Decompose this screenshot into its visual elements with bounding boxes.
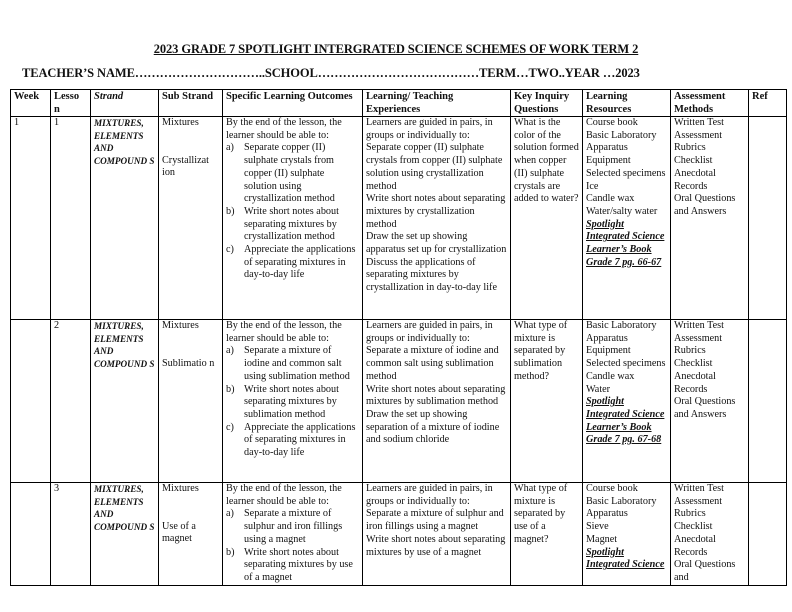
header-outcomes: Specific Learning Outcomes xyxy=(223,90,363,117)
outcome-text: Appreciate the applications of separating mixtures in day-to-day life xyxy=(244,421,356,459)
outcome-text: Separate copper (II) sulphate crystals from copper (II) sulphate solution using crystallization method xyxy=(244,142,335,205)
outcome-text: Write short notes about separating mixtures by use of a magnet xyxy=(244,546,353,583)
resources-cell xyxy=(583,320,671,483)
schemes-of-work-table xyxy=(10,89,787,586)
lesson-cell: 2 xyxy=(51,320,91,483)
ref-cell xyxy=(749,483,787,586)
outcomes-cell xyxy=(223,117,363,320)
outcome-marker: a) xyxy=(226,508,234,520)
header-lesson: Lesso n xyxy=(51,90,91,117)
key-question-cell: What type of mixture is separated by use of a magnet? xyxy=(511,483,583,586)
outcome-item xyxy=(226,422,359,460)
sub-strand-gap xyxy=(162,130,219,155)
sub-strand-topic: Crystallizat ion xyxy=(162,154,209,179)
outcomes-list xyxy=(226,142,359,282)
experience-item: Draw the set up showing separation of a mixture of iodine and sodium chloride xyxy=(366,408,500,446)
experience-item: Separate a mixture of sulphur and iron fillings using a magnet xyxy=(366,508,504,533)
strand-cell: MIXTURES, ELEMENTS AND COMPOUND S xyxy=(91,320,159,483)
outcome-text: Write short notes about separating mixtures by crystallization method xyxy=(244,205,339,243)
outcome-text: Write short notes about separating mixtures by sublimation method xyxy=(244,383,339,420)
resource-item: Basic Laboratory Apparatus xyxy=(586,129,657,154)
header-assessment: Assessment Methods xyxy=(671,90,749,117)
outcome-item xyxy=(226,345,359,383)
assessment-item: Oral Questions and Answers xyxy=(674,193,736,217)
table-header-row xyxy=(11,90,787,117)
document-title: 2023 GRADE 7 SPOTLIGHT INTERGRATED SCIENCE SCHEMES OF WORK TERM 2 xyxy=(153,42,639,56)
assessment-item: Oral Questions and Answers xyxy=(674,396,736,420)
resource-item: Ice xyxy=(586,180,599,192)
outcome-item xyxy=(226,547,359,585)
outcome-item xyxy=(226,206,359,244)
resource-item: Water xyxy=(586,383,611,395)
sub-strand-cell xyxy=(159,117,223,320)
assessment-item: Checklist xyxy=(674,358,713,370)
outcome-item xyxy=(226,142,359,206)
key-question-cell: What is the color of the solution formed when copper (II) sulphate crystals are added to water? xyxy=(511,117,583,320)
assessment-item: Written Test xyxy=(674,483,724,494)
assessment-cell xyxy=(671,483,749,586)
week-cell xyxy=(11,320,51,483)
resource-item: Basic Laboratory Apparatus xyxy=(586,495,657,520)
assessment-cell xyxy=(671,320,749,483)
outcome-item xyxy=(226,244,359,282)
lesson-cell: 3 xyxy=(51,483,91,586)
experiences-cell xyxy=(363,320,511,483)
ref-cell xyxy=(749,320,787,483)
outcomes-list xyxy=(226,508,359,584)
resource-item: Selected specimens xyxy=(586,167,666,179)
resource-item: Magnet xyxy=(586,533,618,545)
outcome-marker: a) xyxy=(226,142,234,154)
outcome-marker: b) xyxy=(226,546,235,558)
outcomes-cell xyxy=(223,483,363,586)
experience-item: Separate a mixture of iodine and common salt using sublimation method xyxy=(366,345,499,382)
experience-item: Write short notes about separating mixtures by use of a magnet xyxy=(366,533,506,558)
table-row xyxy=(11,483,787,586)
outcomes-intro: By the end of the lesson, the learner should be able to: xyxy=(226,117,342,141)
outcome-text: Appreciate the applications of separating mixtures in day-to-day life xyxy=(244,244,356,281)
resource-item: Course book xyxy=(586,483,638,494)
header-sub-strand: Sub Strand xyxy=(159,90,223,117)
table-row xyxy=(11,117,787,320)
experience-item: Learners are guided in pairs, in groups or individually to: xyxy=(366,320,493,344)
outcome-item xyxy=(226,384,359,422)
sub-strand-cell xyxy=(159,483,223,586)
header-questions: Key Inquiry Questions xyxy=(511,90,583,117)
resource-book-reference: Spotlight Integrated Science Learner’s Book Grade 7 pg. 67-68 xyxy=(586,396,665,446)
resource-item: Course book xyxy=(586,117,638,128)
sub-strand-main: Mixtures xyxy=(162,117,199,128)
resource-item: Sieve xyxy=(586,521,609,533)
teacher-info-line: TEACHER’S NAME…………………………..SCHOOL…………………………………TERM…TWO..YEAR …2023 xyxy=(22,66,640,80)
outcome-marker: b) xyxy=(226,205,235,217)
resources-cell xyxy=(583,483,671,586)
sub-strand-cell xyxy=(159,320,223,483)
strand-cell: MIXTURES, ELEMENTS AND COMPOUND S xyxy=(91,117,159,320)
experience-item: Learners are guided in pairs, in groups or individually to: xyxy=(366,483,493,507)
experience-item: Separate copper (II) sulphate crystals from copper (II) sulphate solution using crystallization method xyxy=(366,142,503,192)
experience-item: Discuss the applications of separating mixtures by crystallization in day-to-day life xyxy=(366,256,497,294)
assessment-item: Written Test xyxy=(674,320,724,331)
key-question-cell: What type of mixture is separated by sublimation method? xyxy=(511,320,583,483)
experiences-cell xyxy=(363,483,511,586)
assessment-item: Assessment Rubrics xyxy=(674,495,723,520)
sub-strand-topic: Use of a magnet xyxy=(162,520,196,545)
week-cell xyxy=(11,483,51,586)
ref-cell xyxy=(749,117,787,320)
assessment-item: Checklist xyxy=(674,155,713,167)
sub-strand-gap xyxy=(162,333,219,358)
header-strand: Strand xyxy=(91,90,159,117)
header-resources: Learning Resources xyxy=(583,90,671,117)
table-row xyxy=(11,320,787,483)
assessment-item: Assessment Rubrics xyxy=(674,332,723,357)
assessment-item: Written Test xyxy=(674,117,724,128)
resource-item: Equipment xyxy=(586,345,631,357)
outcomes-intro: By the end of the lesson, the learner should be able to: xyxy=(226,320,342,344)
resource-item: Equipment xyxy=(586,155,631,167)
assessment-item: Assessment Rubrics xyxy=(674,129,723,154)
resource-book-reference: Spotlight Integrated Science Learner’s Book Grade 7 pg. 66-67 xyxy=(586,218,665,268)
sub-strand-topic: Sublimatio n xyxy=(162,357,215,369)
experiences-cell xyxy=(363,117,511,320)
resource-item: Candle wax xyxy=(586,370,635,382)
resource-item: Basic Laboratory Apparatus xyxy=(586,320,657,344)
outcome-marker: b) xyxy=(226,383,235,395)
outcome-text: Separate a mixture of sulphur and iron fillings using a magnet xyxy=(244,508,343,545)
week-cell: 1 xyxy=(11,117,51,320)
header-week: Week xyxy=(11,90,51,117)
outcome-marker: a) xyxy=(226,345,234,357)
experience-item: Learners are guided in pairs, in groups or individually to: xyxy=(366,117,493,141)
outcome-marker: c) xyxy=(226,244,234,256)
strand-cell: MIXTURES, ELEMENTS AND COMPOUND S xyxy=(91,483,159,586)
sub-strand-main: Mixtures xyxy=(162,320,199,331)
outcome-marker: c) xyxy=(226,421,234,433)
outcomes-intro: By the end of the lesson, the learner should be able to: xyxy=(226,483,342,507)
assessment-item: Anecdotal Records xyxy=(674,370,716,395)
assessment-cell xyxy=(671,117,749,320)
assessment-item: Anecdotal Records xyxy=(674,533,716,558)
sub-strand-main: Mixtures xyxy=(162,483,199,494)
outcome-item xyxy=(226,508,359,546)
assessment-item: Anecdotal Records xyxy=(674,167,716,192)
resource-item: Candle wax xyxy=(586,193,635,205)
header-ref: Ref xyxy=(749,90,787,117)
assessment-item: Oral Questions and xyxy=(674,559,736,583)
resource-item: Selected specimens xyxy=(586,358,666,370)
outcomes-list xyxy=(226,345,359,459)
sub-strand-gap xyxy=(162,496,219,521)
experience-item: Write short notes about separating mixtures by crystallization method xyxy=(366,193,506,230)
resource-book-reference: Spotlight Integrated Science xyxy=(586,546,665,571)
assessment-item: Checklist xyxy=(674,521,713,533)
header-experiences: Learning/ Teaching Experiences xyxy=(363,90,511,117)
experience-item: Write short notes about separating mixtures by sublimation method xyxy=(366,383,506,408)
resources-cell xyxy=(583,117,671,320)
lesson-cell: 1 xyxy=(51,117,91,320)
experience-item: Draw the set up showing apparatus set up for crystallization xyxy=(366,231,507,256)
resource-item: Water/salty water xyxy=(586,205,658,217)
outcomes-cell xyxy=(223,320,363,483)
outcome-text: Separate a mixture of iodine and common salt using sublimation method xyxy=(244,345,350,382)
